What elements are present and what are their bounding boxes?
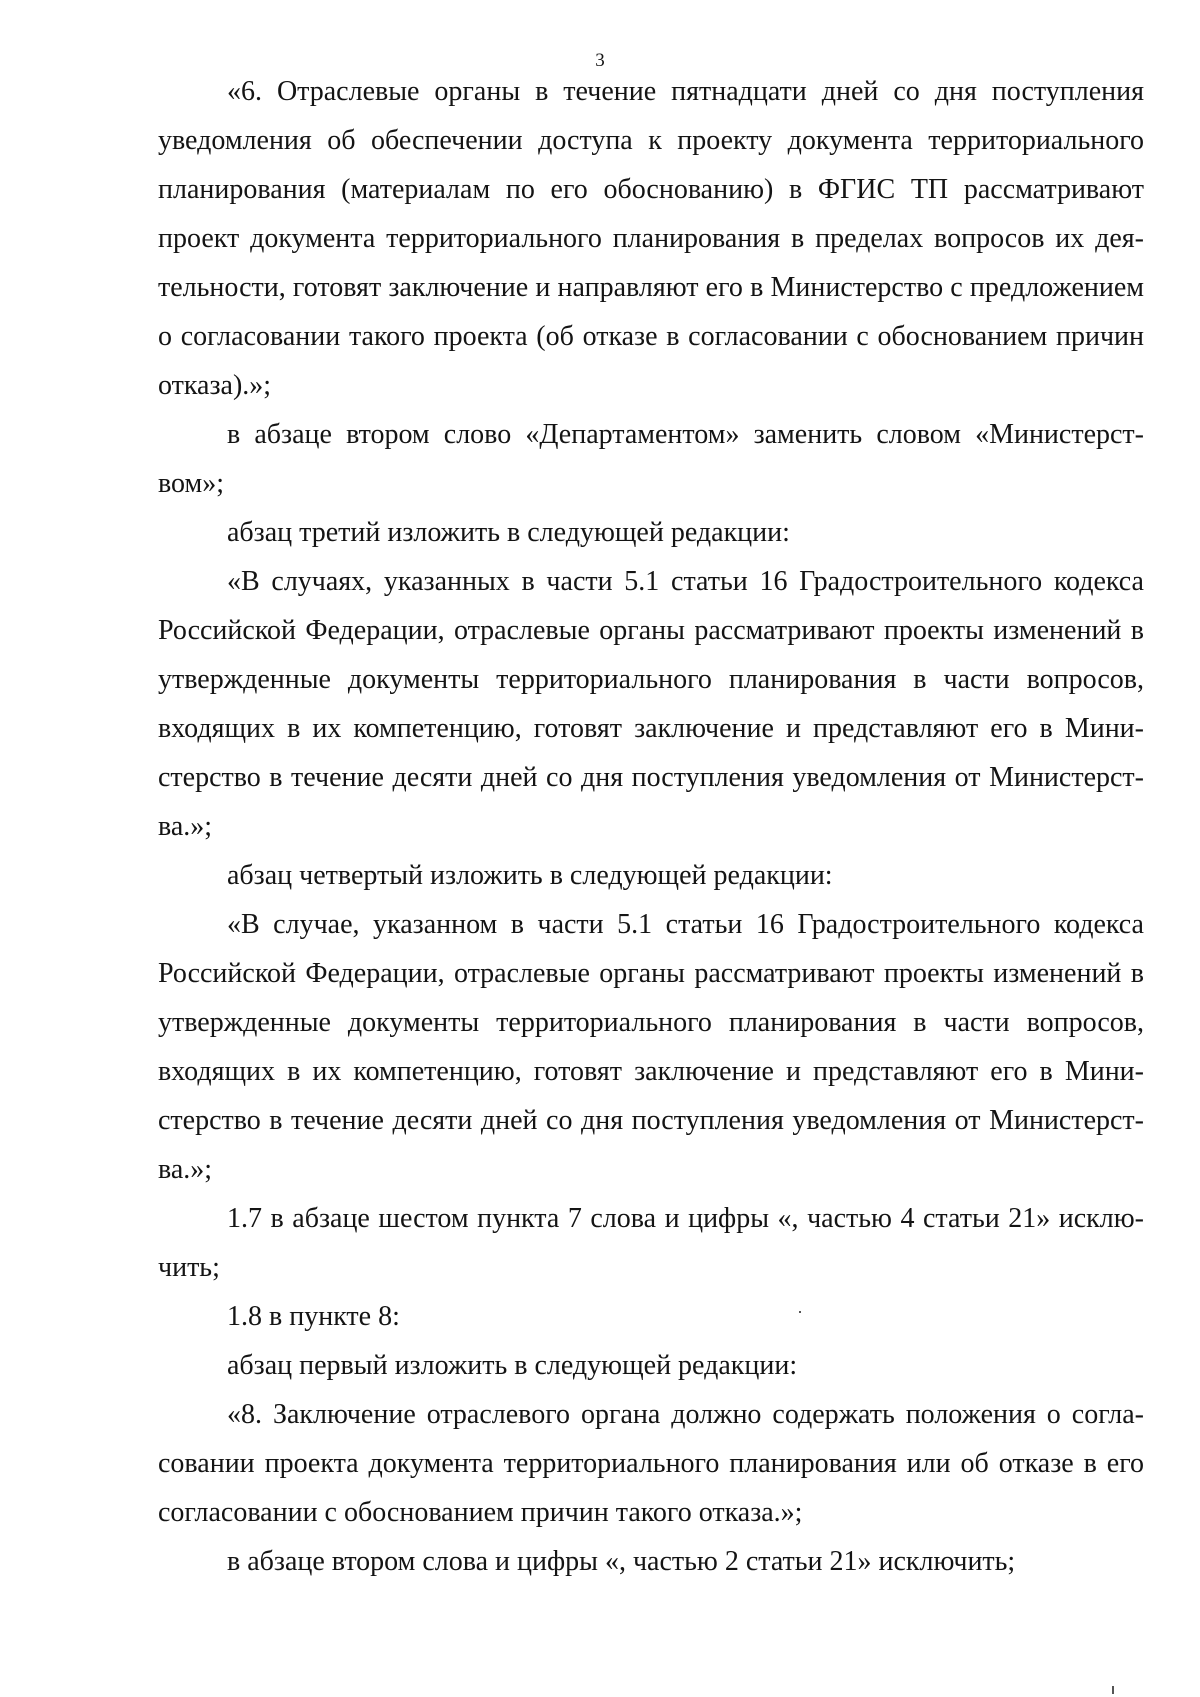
scan-mark	[1112, 1686, 1114, 1694]
page-number: 3	[595, 50, 605, 71]
paragraph-cases-text: «В случаях, указанных в части 5.1 статьи 16 Градостроительного кодекса Российской Федерации, отраслевые органы рассматривают проекты изменений в утвержденные документы территориального планирования в части вопросов, входящих в их компетенцию, готовят заключение и представляют его в Министерство в течение десяти дней со дня поступления уведомления от Министерства.»;	[158, 566, 1144, 842]
paragraph-fourth-abzac-intro: абзац четвертый изложить в следующей редакции:	[227, 860, 833, 891]
paragraph-item-1-7: 1.7 в абзаце шестом пункта 7 слова и цифры «, частью 4 статьи 21» исключить;	[158, 1203, 1144, 1283]
paragraph-item-1-8: 1.8 в пункте 8:	[227, 1301, 400, 1332]
paragraph-first-abzac-intro: абзац первый изложить в следующей редакции:	[227, 1350, 798, 1381]
paragraph-second-abzac-exclude: в абзаце втором слова и цифры «, частью 2 статьи 21» исключить;	[227, 1546, 1016, 1577]
paragraph-item-8-text: «8. Заключение отраслевого органа должно содержать положения о согласовании проекта документа территориального планирования или об отказе в его согласовании с обоснованием причин такого отказа.»;	[158, 1399, 1144, 1528]
paragraph-replace-word: в абзаце втором слово «Департаментом» заменить словом «Министерством»;	[158, 419, 1144, 499]
document-body	[158, 67, 1144, 1586]
paragraph-case-text: «В случае, указанном в части 5.1 статьи 16 Градостроительного кодекса Российской Федерации, отраслевые органы рассматривают проекты изменений в утвержденные документы территориального планирования в части вопросов, входящих в их компетенцию, готовят заключение и представляют его в Министерство в течение десяти дней со дня поступления уведомления от Министерства.»;	[158, 909, 1144, 1185]
paragraph-item-6-text: «6. Отраслевые органы в течение пятнадцати дней со дня поступления уведомления об обеспечении доступа к проекту документа территориального планирования (материалам по его обоснованию) в ФГИС ТП рассматривают проект документа территориального планирования в пределах вопросов их деятельности, готовят заключение и направляют его в Министерство с предложением о согласовании такого проекта (об отказе в согласовании с обоснованием причин отказа).»;	[158, 76, 1144, 401]
scan-speck	[799, 1311, 801, 1313]
paragraph-third-abzac-intro: абзац третий изложить в следующей редакции:	[227, 517, 790, 548]
